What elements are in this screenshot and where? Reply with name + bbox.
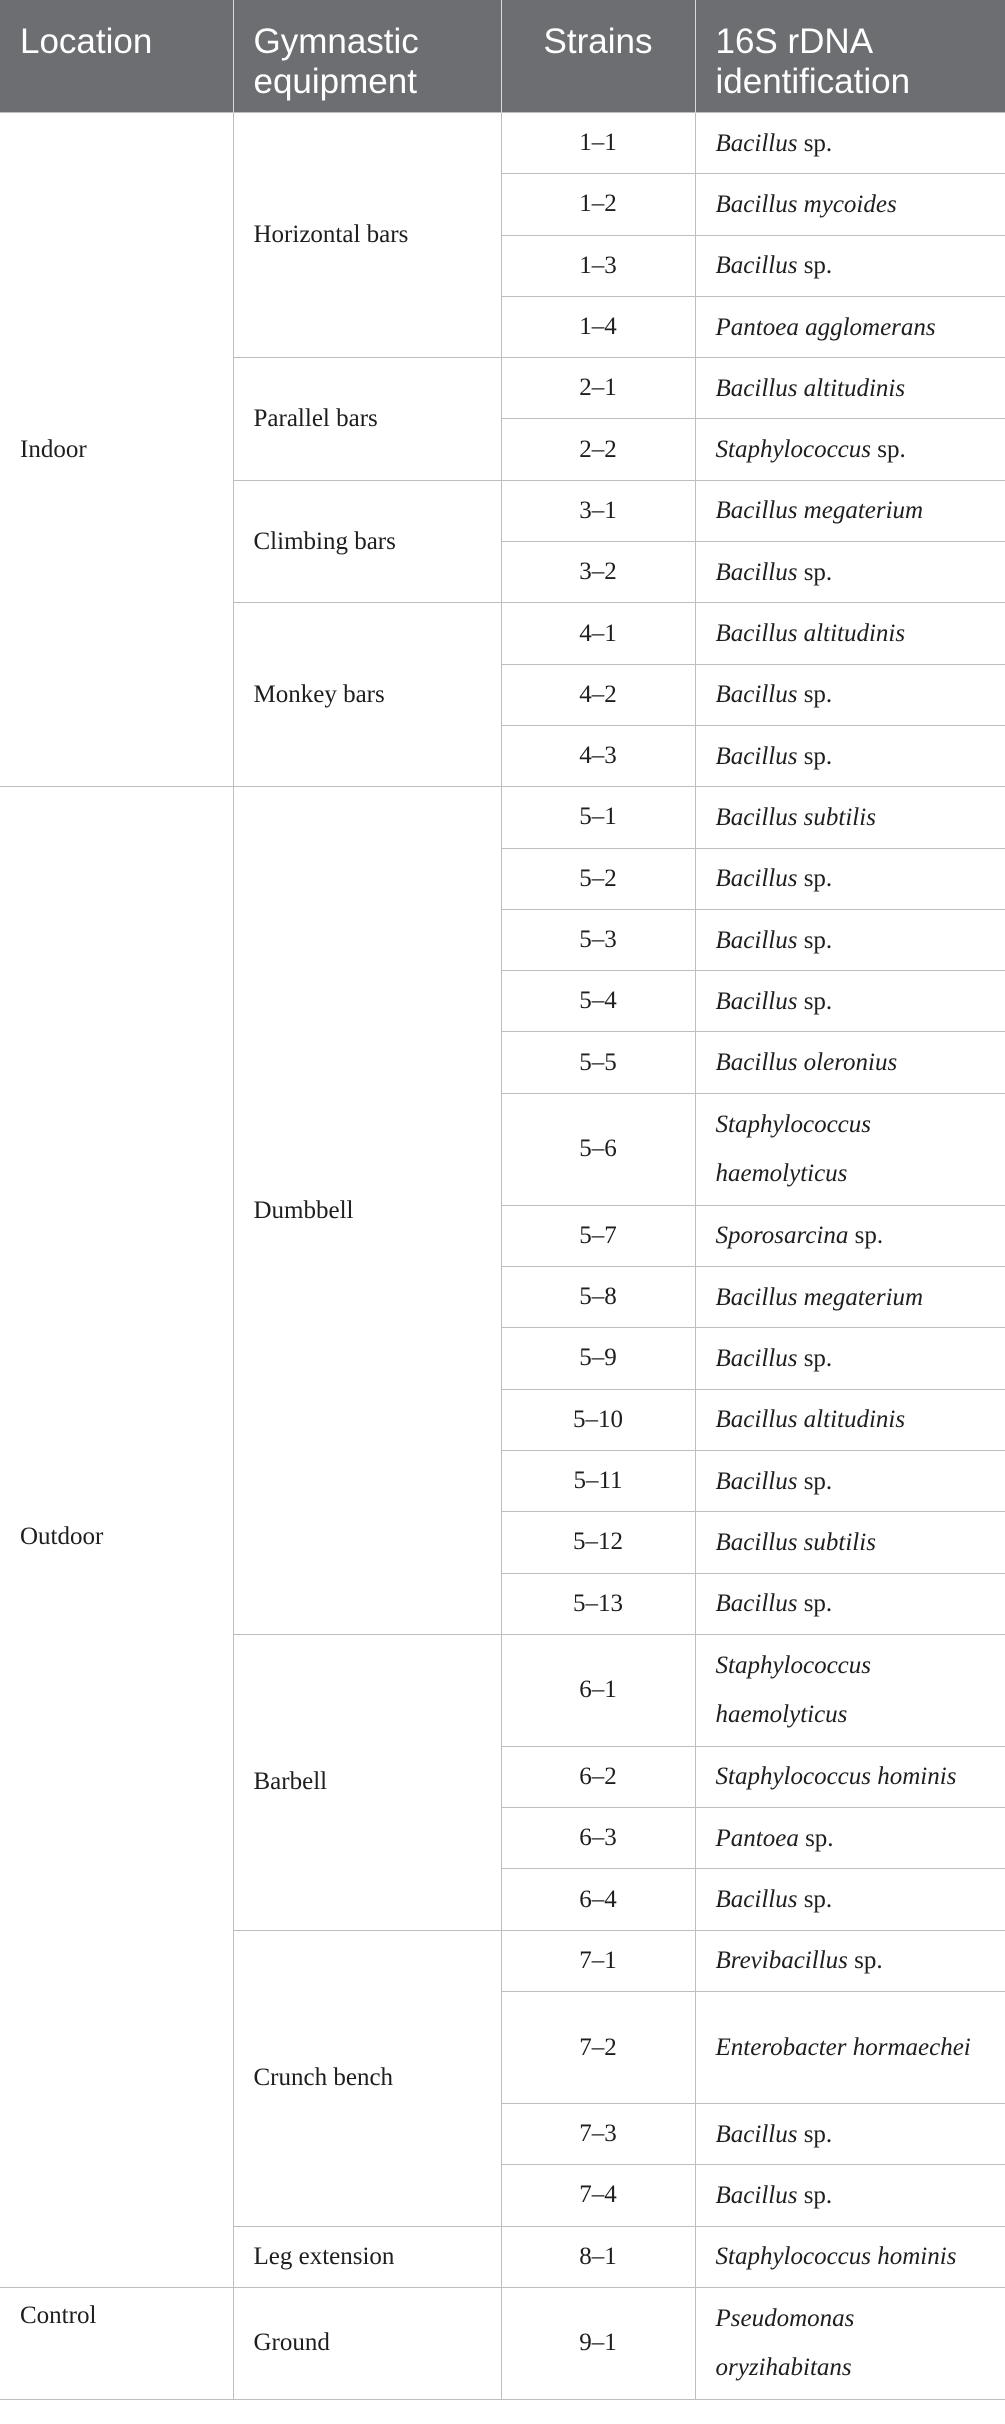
species-name: Bacillus bbox=[715, 1344, 798, 1372]
strain-cell: 5–10 bbox=[501, 1389, 695, 1450]
identification-cell bbox=[695, 296, 1005, 357]
species-name: Bacillus altitudinis bbox=[715, 374, 906, 402]
identification-cell bbox=[695, 909, 1005, 970]
species-name: Staphylococcus hominis bbox=[715, 1763, 957, 1791]
strain-cell: 4–2 bbox=[501, 664, 695, 725]
strain-cell: 2–1 bbox=[501, 358, 695, 419]
species-name: Staphylococcus hominis bbox=[715, 2243, 957, 2271]
identification-cell bbox=[695, 1634, 1005, 1746]
species-name: Staphylococcus haemolyticus bbox=[715, 1111, 872, 1188]
species-name: Bacillus bbox=[715, 252, 798, 280]
header-equipment: Gymnastic equipment bbox=[233, 0, 501, 113]
strain-cell: 5–3 bbox=[501, 909, 695, 970]
table-row bbox=[0, 787, 1005, 848]
species-name: Bacillus bbox=[715, 2181, 798, 2209]
strain-cell: 2–2 bbox=[501, 419, 695, 480]
strain-cell: 5–5 bbox=[501, 1032, 695, 1093]
species-name: Staphylococcus bbox=[715, 436, 872, 464]
species-suffix: sp. bbox=[797, 742, 833, 770]
strain-cell: 9–1 bbox=[501, 2287, 695, 2399]
identification-cell bbox=[695, 2226, 1005, 2287]
identification-cell bbox=[695, 2165, 1005, 2226]
identification-cell bbox=[695, 1930, 1005, 1991]
species-name: Enterobacter hormaechei bbox=[715, 2034, 971, 2062]
species-name: Bacillus oleronius bbox=[715, 1049, 898, 1077]
identification-cell bbox=[695, 1450, 1005, 1511]
species-name: Bacillus subtilis bbox=[715, 803, 876, 831]
table-header bbox=[0, 0, 1005, 113]
species-suffix: sp. bbox=[797, 1467, 833, 1495]
identification-cell bbox=[695, 1328, 1005, 1389]
identification-cell bbox=[695, 1267, 1005, 1328]
strain-cell: 6–1 bbox=[501, 1634, 695, 1746]
species-suffix: sp. bbox=[797, 926, 833, 954]
species-suffix: sp. bbox=[797, 1344, 833, 1372]
strain-cell: 4–1 bbox=[501, 603, 695, 664]
strain-cell: 5–11 bbox=[501, 1450, 695, 1511]
species-suffix: sp. bbox=[797, 129, 833, 157]
table-row bbox=[0, 2287, 1005, 2399]
strain-cell: 5–1 bbox=[501, 787, 695, 848]
table-row bbox=[0, 113, 1005, 174]
identification-cell bbox=[695, 603, 1005, 664]
species-name: Bacillus bbox=[715, 681, 798, 709]
identification-cell bbox=[695, 971, 1005, 1032]
species-name: Bacillus subtilis bbox=[715, 1528, 876, 1556]
identification-cell bbox=[695, 419, 1005, 480]
species-name: Bacillus bbox=[715, 129, 798, 157]
species-name: Bacillus megaterium bbox=[715, 497, 924, 525]
species-suffix: sp. bbox=[847, 1947, 883, 1975]
species-name: Bacillus bbox=[715, 2120, 798, 2148]
species-suffix: sp. bbox=[797, 252, 833, 280]
strain-cell: 7–3 bbox=[501, 2104, 695, 2165]
equipment-cell: Horizontal bars bbox=[233, 113, 501, 358]
species-suffix: sp. bbox=[871, 436, 906, 464]
strain-cell: 5–13 bbox=[501, 1573, 695, 1634]
species-name: Bacillus megaterium bbox=[715, 1283, 924, 1311]
identification-cell bbox=[695, 664, 1005, 725]
species-name: Staphylococcus haemolyticus bbox=[715, 1652, 872, 1729]
identification-cell bbox=[695, 1808, 1005, 1869]
location-cell: Indoor bbox=[0, 113, 233, 787]
strain-cell: 1–2 bbox=[501, 174, 695, 235]
species-suffix: sp. bbox=[797, 2120, 833, 2148]
species-name: Pseudomonas oryzihabitans bbox=[715, 2305, 855, 2382]
equipment-cell: Barbell bbox=[233, 1634, 501, 1930]
header-strains: Strains bbox=[501, 0, 695, 113]
strain-cell: 8–1 bbox=[501, 2226, 695, 2287]
identification-cell bbox=[695, 1093, 1005, 1205]
species-name: Bacillus bbox=[715, 1590, 798, 1618]
identification-cell bbox=[695, 2104, 1005, 2165]
strain-cell: 5–8 bbox=[501, 1267, 695, 1328]
identification-cell bbox=[695, 725, 1005, 786]
identification-cell bbox=[695, 358, 1005, 419]
strain-cell: 3–1 bbox=[501, 480, 695, 541]
identification-cell bbox=[695, 1205, 1005, 1266]
strain-cell: 5–4 bbox=[501, 971, 695, 1032]
species-suffix: sp. bbox=[797, 1590, 833, 1618]
species-name: Bacillus bbox=[715, 926, 798, 954]
strain-cell: 6–4 bbox=[501, 1869, 695, 1930]
strain-cell: 1–3 bbox=[501, 235, 695, 296]
identification-cell bbox=[695, 1869, 1005, 1930]
equipment-cell: Parallel bars bbox=[233, 358, 501, 481]
strain-cell: 3–2 bbox=[501, 542, 695, 603]
strain-cell: 7–1 bbox=[501, 1930, 695, 1991]
equipment-cell: Ground bbox=[233, 2287, 501, 2399]
species-suffix: sp. bbox=[798, 1824, 834, 1852]
species-suffix: sp. bbox=[797, 987, 833, 1015]
species-suffix: sp. bbox=[797, 2181, 833, 2209]
strain-cell: 5–12 bbox=[501, 1512, 695, 1573]
identification-cell bbox=[695, 1746, 1005, 1807]
equipment-cell: Monkey bars bbox=[233, 603, 501, 787]
species-name: Bacillus bbox=[715, 1886, 798, 1914]
species-name: Pantoea bbox=[715, 1824, 799, 1852]
equipment-cell: Dumbbell bbox=[233, 787, 501, 1635]
strain-cell: 1–1 bbox=[501, 113, 695, 174]
location-cell: Outdoor bbox=[0, 787, 233, 2288]
identification-cell bbox=[695, 542, 1005, 603]
species-name: Bacillus bbox=[715, 1467, 798, 1495]
strain-cell: 5–6 bbox=[501, 1093, 695, 1205]
species-name: Bacillus bbox=[715, 987, 798, 1015]
equipment-cell: Leg extension bbox=[233, 2226, 501, 2287]
strain-cell: 7–2 bbox=[501, 1992, 695, 2104]
identification-cell bbox=[695, 1573, 1005, 1634]
species-name: Pantoea agglomerans bbox=[715, 313, 936, 341]
species-name: Brevibacillus bbox=[715, 1947, 848, 1975]
species-suffix: sp. bbox=[848, 1222, 884, 1250]
table-body bbox=[0, 113, 1005, 2400]
strain-cell: 6–2 bbox=[501, 1746, 695, 1807]
identification-cell bbox=[695, 174, 1005, 235]
identification-cell bbox=[695, 1389, 1005, 1450]
header-identification: 16S rDNA identification bbox=[695, 0, 1005, 113]
identification-cell bbox=[695, 848, 1005, 909]
species-suffix: sp. bbox=[797, 681, 833, 709]
species-name: Bacillus altitudinis bbox=[715, 620, 906, 648]
identification-cell bbox=[695, 1032, 1005, 1093]
header-location: Location bbox=[0, 0, 233, 113]
identification-cell bbox=[695, 1992, 1005, 2104]
species-name: Bacillus mycoides bbox=[715, 190, 897, 218]
species-suffix: sp. bbox=[797, 1886, 833, 1914]
identification-cell bbox=[695, 787, 1005, 848]
strain-cell: 7–4 bbox=[501, 2165, 695, 2226]
species-name: Bacillus bbox=[715, 558, 798, 586]
species-suffix: sp. bbox=[797, 865, 833, 893]
strain-cell: 4–3 bbox=[501, 725, 695, 786]
identification-cell bbox=[695, 480, 1005, 541]
strain-cell: 1–4 bbox=[501, 296, 695, 357]
species-name: Bacillus altitudinis bbox=[715, 1406, 906, 1434]
equipment-cell: Climbing bars bbox=[233, 480, 501, 603]
species-name: Sporosarcina bbox=[715, 1222, 849, 1250]
identification-cell bbox=[695, 2287, 1005, 2399]
location-cell: Control bbox=[0, 2287, 233, 2399]
strain-cell: 5–9 bbox=[501, 1328, 695, 1389]
species-suffix: sp. bbox=[797, 558, 833, 586]
species-name: Bacillus bbox=[715, 742, 798, 770]
identification-cell bbox=[695, 235, 1005, 296]
species-name: Bacillus bbox=[715, 865, 798, 893]
equipment-cell: Crunch bench bbox=[233, 1930, 501, 2226]
identification-cell bbox=[695, 1512, 1005, 1573]
strain-cell: 5–2 bbox=[501, 848, 695, 909]
strain-cell: 6–3 bbox=[501, 1808, 695, 1869]
identification-cell bbox=[695, 113, 1005, 174]
strain-cell: 5–7 bbox=[501, 1205, 695, 1266]
